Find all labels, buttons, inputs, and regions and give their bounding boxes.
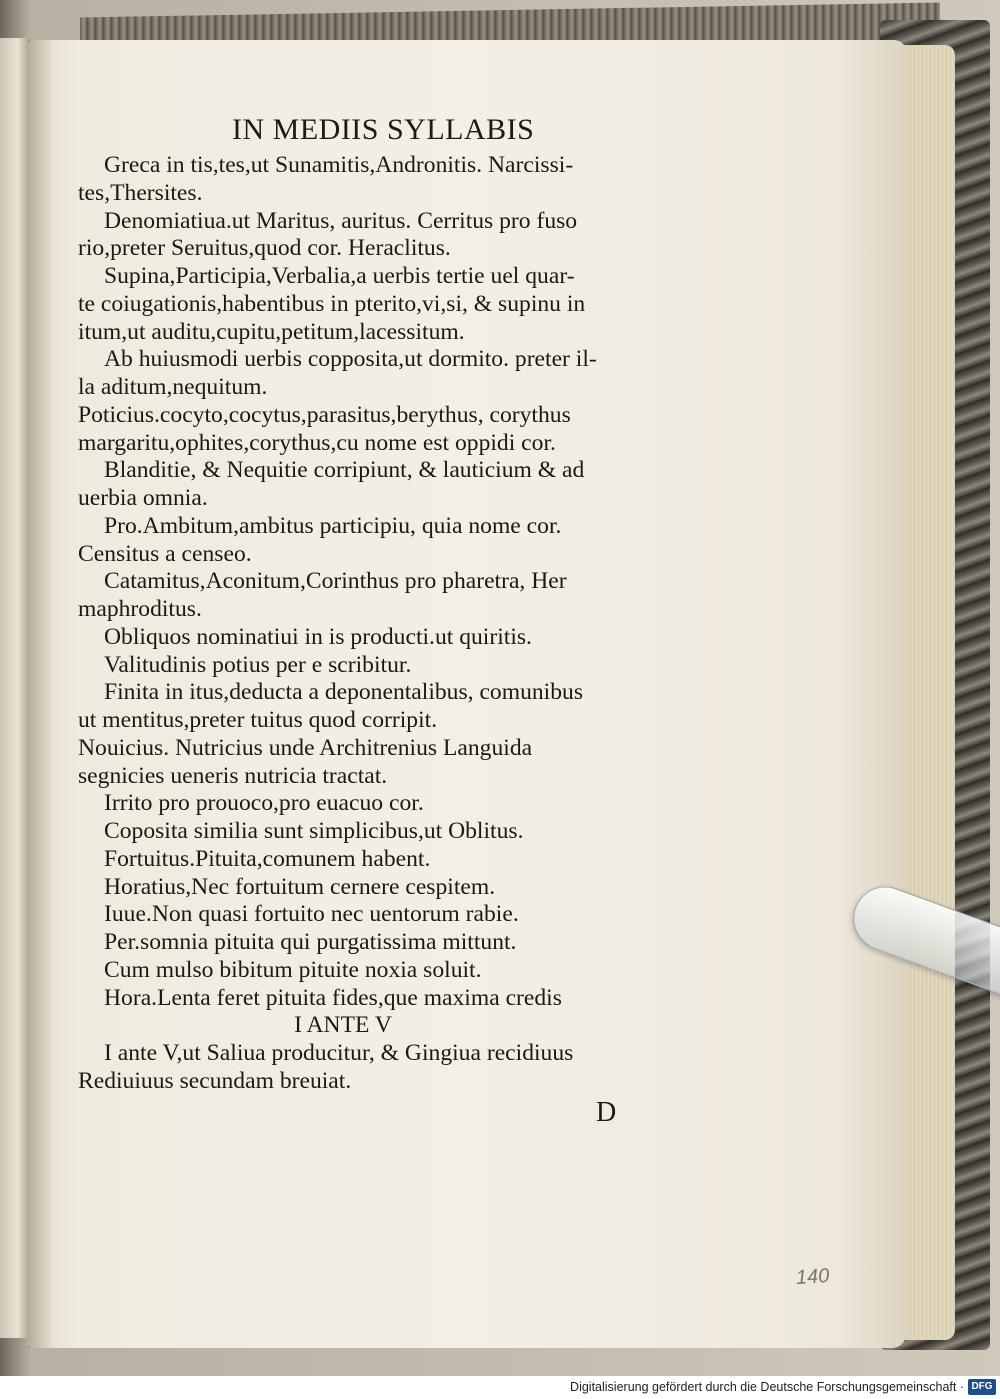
text-line: Greca in tis,tes,ut Sunamitis,Andronitis. Narcissi- bbox=[104, 152, 574, 178]
dfg-logo: DFG bbox=[968, 1379, 996, 1395]
text-line: Rediuiuus secundam breuiat. bbox=[78, 1067, 352, 1094]
running-header: IN MEDIIS SYLLABIS bbox=[232, 113, 535, 146]
text-line: Poticius.cocyto,cocytus,parasitus,berythus, corythus bbox=[78, 401, 571, 428]
text-line: Obliquos nominatiui in is producti.ut quiritis. bbox=[104, 623, 532, 650]
catchword: D bbox=[596, 1097, 617, 1128]
text-line: Valitudinis potius per e scribitur. bbox=[104, 651, 412, 678]
text-line: margaritu,ophites,corythus,cu nome est oppidi cor. bbox=[78, 429, 556, 456]
text-line: Denomiatiua.ut Maritus, auritus. Cerritus pro fuso bbox=[104, 207, 578, 234]
text-line: Blanditie, & Nequitie corripiunt, & lauticium & ad bbox=[104, 457, 585, 484]
text-line: I ante V,ut Saliua producitur, & Gingiua recidiuus bbox=[104, 1040, 574, 1066]
main-text-block bbox=[78, 152, 703, 1096]
text-line: Cum mulso bibitum pituite noxia soluit. bbox=[104, 956, 482, 983]
text-line: rio,preter Seruitus,quod cor. Heraclitus. bbox=[78, 235, 451, 262]
text-line: Iuue.Non quasi fortuito nec uentorum rabie. bbox=[104, 901, 519, 928]
text-line: Per.somnia pituita qui purgatissima mittunt. bbox=[104, 929, 517, 955]
text-line: uerbia omnia. bbox=[78, 485, 208, 511]
text-line: la aditum,nequitum. bbox=[78, 374, 268, 400]
text-line: Hora.Lenta feret pituita fides,que maxima credis bbox=[104, 984, 562, 1011]
section-heading: I ANTE V bbox=[294, 1012, 392, 1039]
text-line: tes,Thersites. bbox=[78, 179, 203, 206]
footer-credit: Digitalisierung gefördert durch die Deutsche Forschungsgemeinschaft · bbox=[570, 1380, 964, 1394]
text-line: Horatius,Nec fortuitum cernere cespitem. bbox=[104, 873, 496, 900]
text-line: Fortuitus.Pituita,comunem habent. bbox=[104, 845, 431, 872]
text-line: te coiugationis,habentibus in pterito,vi,si, & supinu in bbox=[78, 290, 586, 317]
facing-page-edge bbox=[0, 38, 30, 1338]
text-line: Nouicius. Nutricius unde Architrenius Languida bbox=[78, 734, 533, 761]
text-line: segnicies ueneris nutricia tractat. bbox=[78, 762, 388, 789]
text-line: Supina,Participia,Verbalia,a uerbis tertie uel quar- bbox=[104, 263, 575, 289]
text-line: Censitus a censeo. bbox=[78, 540, 252, 567]
text-line: Coposita similia sunt simplicibus,ut Oblitus. bbox=[104, 818, 524, 844]
text-line: Pro.Ambitum,ambitus participiu, quia nome cor. bbox=[104, 512, 562, 539]
text-line: itum,ut auditu,cupitu,petitum,lacessitum. bbox=[78, 318, 465, 345]
handwritten-page-number: 140 bbox=[795, 1264, 831, 1290]
text-line: Catamitus,Aconitum,Corinthus pro pharetra, Her bbox=[104, 568, 567, 595]
text-line: Ab huiusmodi uerbis copposita,ut dormito. preter il- bbox=[104, 346, 597, 373]
page-gutter-shadow bbox=[28, 40, 54, 1348]
text-line: Irrito pro prouoco,pro euacuo cor. bbox=[104, 790, 424, 817]
text-line: Finita in itus,deducta a deponentalibus, comunibus bbox=[104, 679, 584, 706]
text-line: ut mentitus,preter tuitus quod corripit. bbox=[78, 707, 438, 733]
text-line: maphroditus. bbox=[78, 596, 202, 622]
